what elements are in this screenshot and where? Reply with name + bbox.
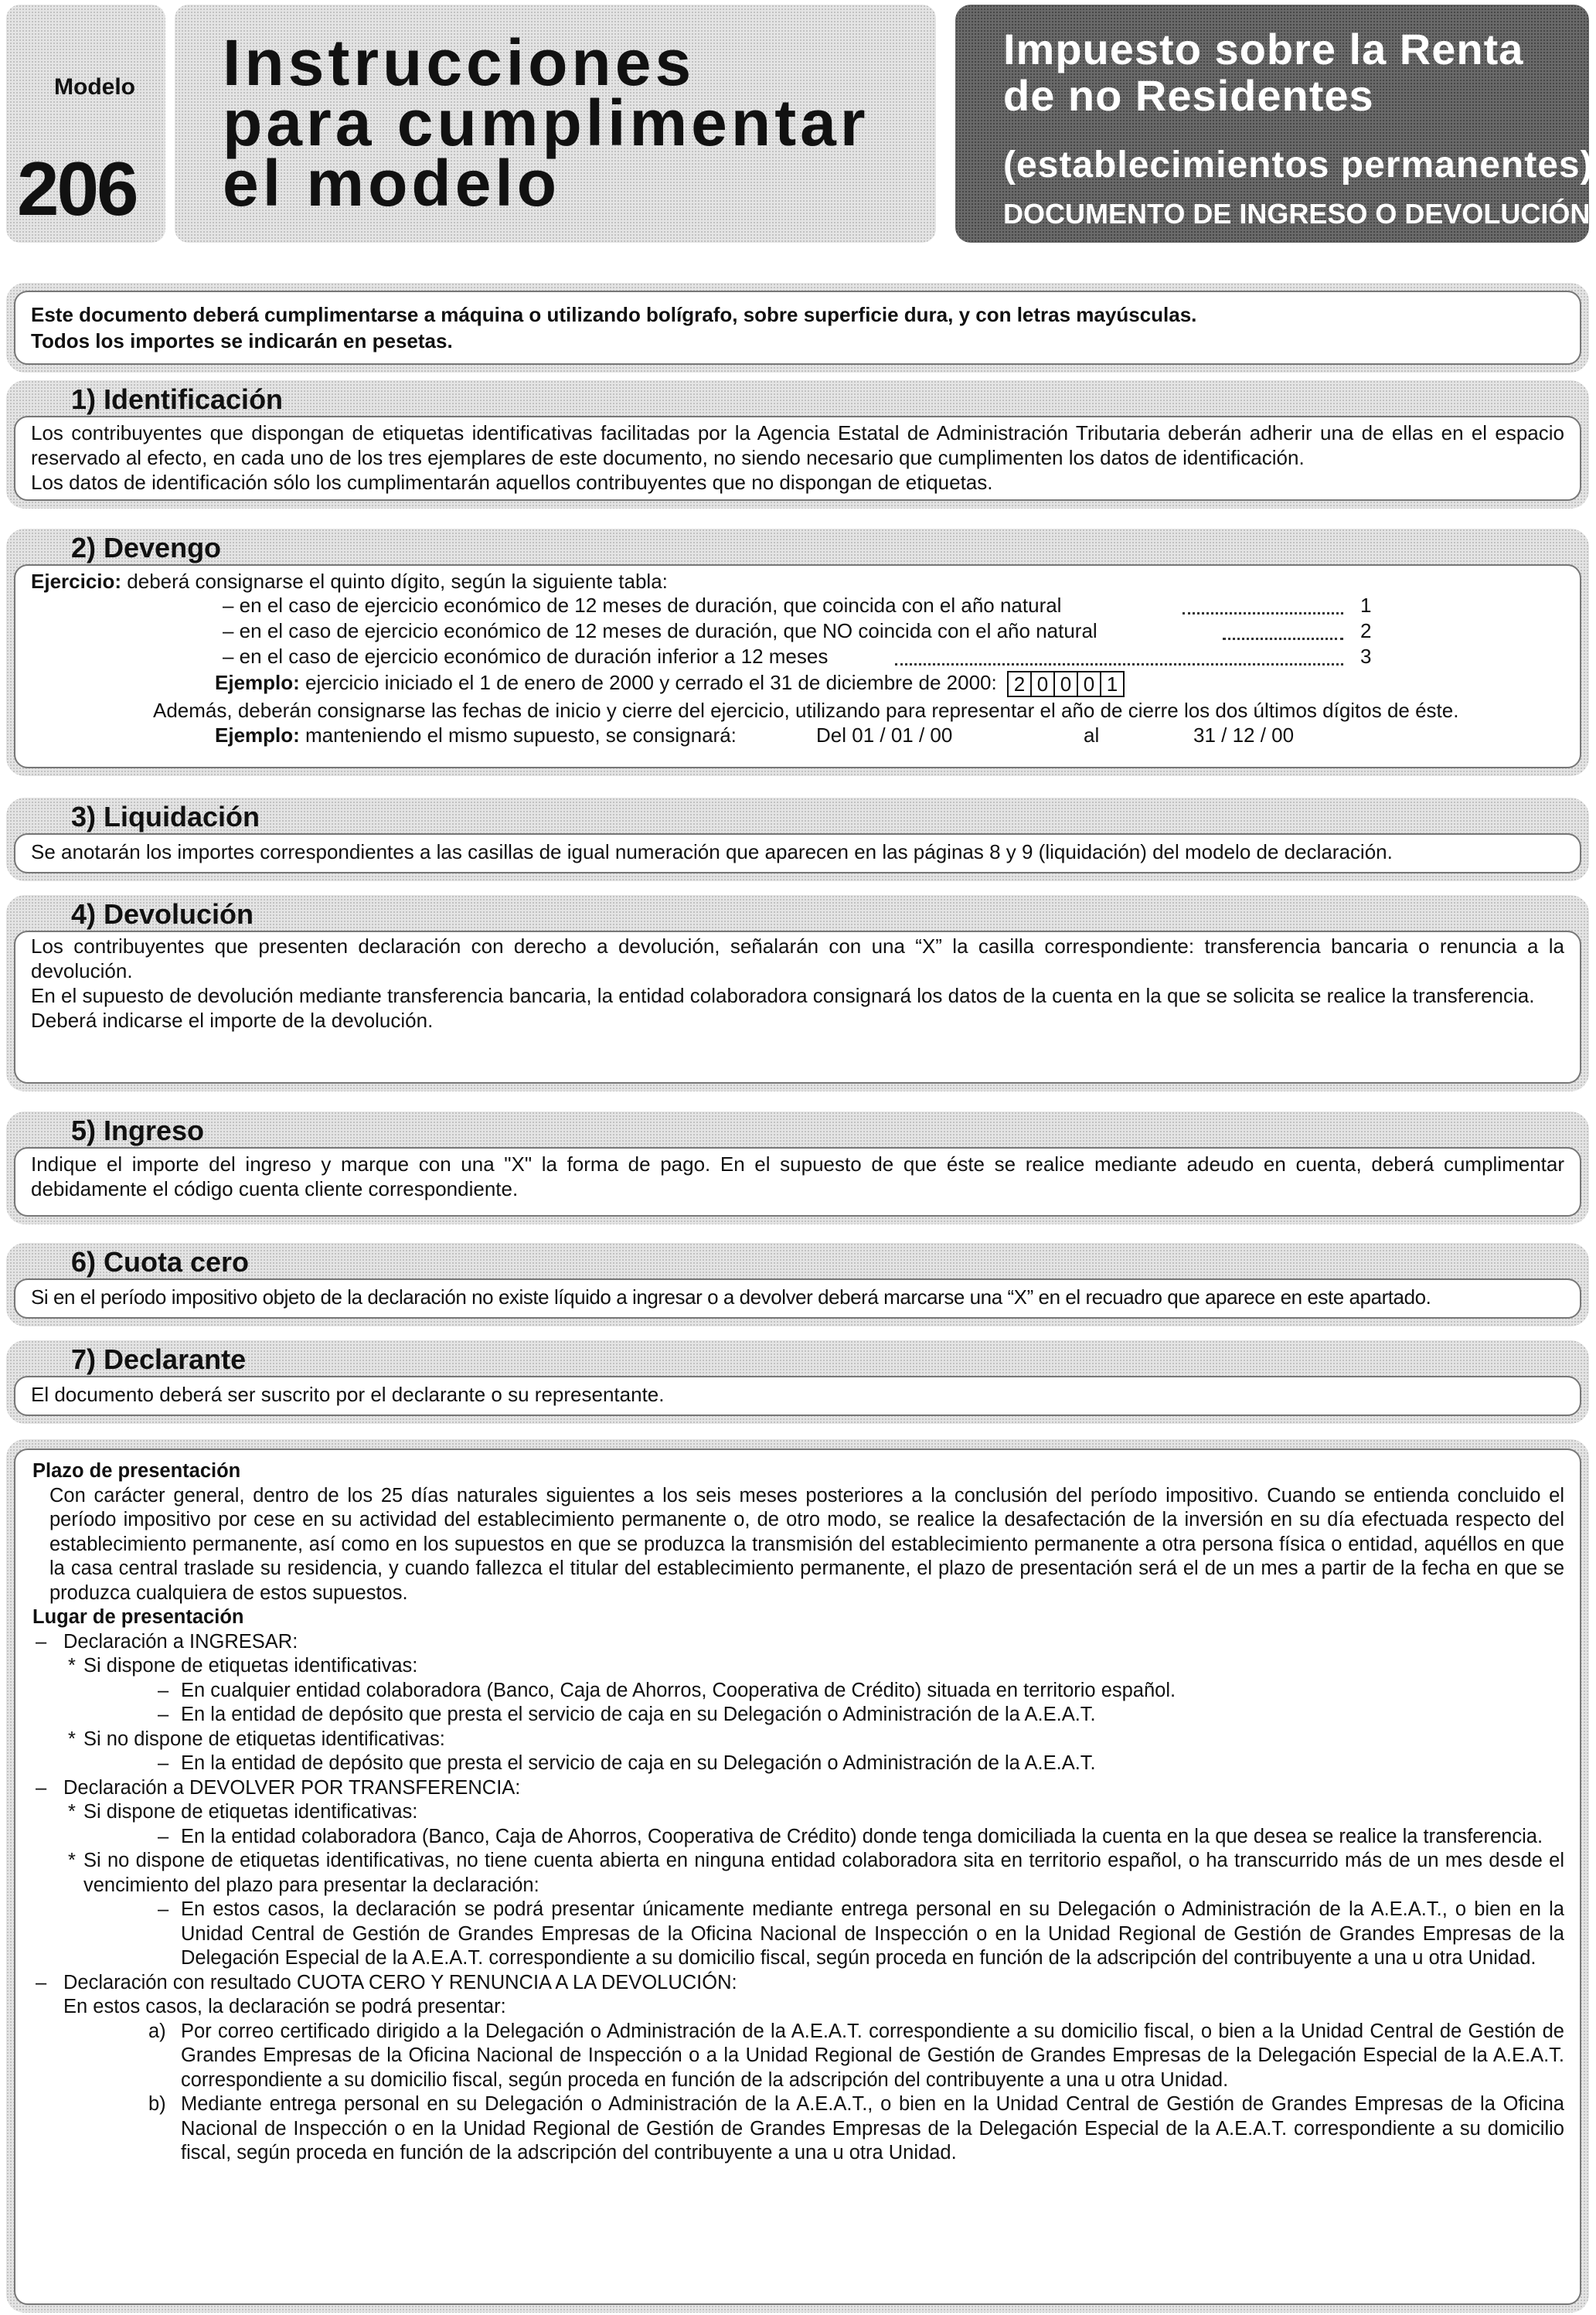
- ingresar-si-2-item: [32, 1703, 1564, 1728]
- section-ingreso: [6, 1112, 1589, 1224]
- dash-marker: –: [36, 1776, 47, 1799]
- cero-b-label: b): [148, 2093, 166, 2115]
- row-leader: [895, 663, 1343, 666]
- section-liquidacion: [6, 798, 1589, 881]
- devengo-box: [14, 564, 1581, 768]
- tax-title-line-2: de no Residentes: [1003, 71, 1374, 120]
- ejercicio-line: [31, 569, 1564, 594]
- ingresar-no: Si no dispone de etiquetas identificativas:: [83, 1728, 445, 1750]
- devolver-si: Si dispone de etiquetas identificativas:: [83, 1801, 418, 1823]
- page-title: [223, 26, 869, 220]
- row-text: – en el caso de ejercicio económico de 12 meses de duración, que NO coincida con el año natural: [223, 619, 1097, 642]
- devolucion-p1: Los contribuyentes que presenten declaración con derecho a devolución, señalarán con una “X” la casilla correspondiente: transferencia bancaria o renuncia a la devolución.: [31, 935, 1564, 982]
- devolver-no-1-item: [32, 1898, 1564, 1971]
- digit: 0: [1077, 672, 1100, 696]
- ingresar-no-1: En la entidad de depósito que presta el servicio de caja en su Delegación o Administración de la A.E.A.T.: [181, 1752, 1096, 1774]
- digit: 0: [1053, 672, 1077, 696]
- tax-subtitle: (establecimientos permanentes): [1003, 145, 1594, 186]
- cero-item: [32, 1971, 1564, 1996]
- cero-intro: En estos casos, la declaración se podrá presentar:: [63, 1996, 506, 2017]
- devolver-title: Declaración a DEVOLVER POR TRANSFERENCIA:: [63, 1776, 521, 1799]
- star-marker: *: [68, 1801, 76, 1823]
- row-leader: [1223, 638, 1343, 640]
- identificacion-p2: Los datos de identificación sólo los cumplimentarán aquellos contribuyentes que no dispongan de etiquetas.: [31, 471, 993, 494]
- dash-marker: –: [36, 1630, 47, 1653]
- ejemplo-2-text: manteniendo el mismo supuesto, se consignará:: [299, 723, 737, 747]
- ejercicio-row-3: [31, 645, 1564, 670]
- cero-title: Declaración con resultado CUOTA CERO Y RENUNCIA A LA DEVOLUCIÓN:: [63, 1971, 737, 1993]
- cero-b-item: [32, 2092, 1564, 2166]
- devolver-si-1: En la entidad colaboradora (Banco, Caja de Ahorros, Cooperativa de Crédito) donde tenga domiciliada la cuenta en la que desea se realice la transferencia.: [181, 1825, 1543, 1847]
- ejercicio-row-2: [31, 619, 1564, 645]
- liquidacion-box: [14, 833, 1581, 873]
- ingresar-si-2: En la entidad de depósito que presta el servicio de caja en su Delegación o Administración de la A.E.A.T.: [181, 1704, 1096, 1725]
- modelo-number: 206: [17, 146, 137, 231]
- section-title-devengo: 2) Devengo: [71, 532, 222, 563]
- section-identificacion: [6, 380, 1589, 509]
- plazo-title: Plazo de presentación: [32, 1460, 241, 1482]
- ejercicio-digit-boxes: [1007, 671, 1125, 697]
- ingresar-item: [32, 1630, 1564, 1655]
- row-value: 3: [1360, 645, 1372, 668]
- ingreso-text: Indique el importe del ingreso y marque con una "X" la forma de pago. En el supuesto de que éste se realice mediante adeudo en cuenta, deberá cumplimentar debidamente el código cuenta cliente correspondiente.: [31, 1152, 1564, 1200]
- ingreso-box: [14, 1147, 1581, 1217]
- ejemplo-1-label: Ejemplo:: [215, 671, 300, 694]
- identificacion-box: [14, 416, 1581, 501]
- devolver-no: Si no dispone de etiquetas identificativas, no tiene cuenta abierta en ninguna entidad colaboradora sita en territorio español, o ha transcurrido más de un mes desde el vencimiento del plazo para presentar la declaración:: [83, 1850, 1564, 1896]
- digit: 0: [1030, 672, 1053, 696]
- ejemplo-2-fin: 31 / 12 / 00: [1193, 723, 1295, 747]
- ingresar-no-item: [32, 1728, 1564, 1752]
- ingresar-no-1-item: [32, 1752, 1564, 1776]
- devolver-si-1-item: [32, 1825, 1564, 1850]
- declarante-box: [14, 1376, 1581, 1416]
- title-line-3: el modelo: [223, 147, 561, 220]
- ingresar-title: Declaración a INGRESAR:: [63, 1630, 298, 1653]
- devolucion-p2: En el supuesto de devolución mediante transferencia bancaria, la entidad colaboradora consignará los datos de la cuenta en la que se solicita se realice la transferencia.: [31, 984, 1535, 1007]
- ingresar-si-1: En cualquier entidad colaboradora (Banco, Caja de Ahorros, Cooperativa de Crédito) situada en territorio español.: [181, 1679, 1176, 1701]
- section-title-ingreso: 5) Ingreso: [71, 1115, 205, 1146]
- tax-title: [1003, 26, 1523, 119]
- ejercicio-row-1: [31, 594, 1564, 619]
- cuota-cero-box: [14, 1278, 1581, 1319]
- document-type: DOCUMENTO DE INGRESO O DEVOLUCIÓN: [1003, 198, 1591, 230]
- identificacion-p1: Los contribuyentes que dispongan de etiquetas identificativas facilitadas por la Agencia Estatal de Administración Tributaria deberán adherir una de ellas en el espacio reservado al efecto, en cada uno de los tres ejemplares de este documento, no siendo necesario que cumplimenten los datos de identificación.: [31, 421, 1564, 469]
- tax-box: [955, 5, 1594, 243]
- section-title-declarante: 7) Declarante: [71, 1343, 247, 1375]
- modelo-label: Modelo: [54, 74, 135, 100]
- row-value: 2: [1360, 619, 1372, 642]
- star-marker: *: [68, 1728, 76, 1750]
- section-cuota-cero: [6, 1243, 1589, 1326]
- modelo-box: [6, 5, 165, 243]
- identificacion-text: [31, 420, 1564, 495]
- devolver-si-item: [32, 1800, 1564, 1825]
- row-leader: [1183, 612, 1343, 614]
- star-marker: *: [68, 1850, 76, 1871]
- declarante-text: El documento deberá ser suscrito por el declarante o su representante.: [31, 1383, 665, 1406]
- presentacion-box: [14, 1449, 1581, 2305]
- section-devolucion: [6, 895, 1589, 1091]
- intro-line-1: Este documento deberá cumplimentarse a máquina o utilizando bolígrafo, sobre superficie dura, y con letras mayúsculas.: [31, 303, 1197, 326]
- devolucion-box: [14, 931, 1581, 1084]
- dash-marker: –: [158, 1825, 169, 1847]
- devolucion-text: [31, 934, 1564, 1033]
- dash-marker: –: [158, 1679, 169, 1701]
- row-text: – en el caso de ejercicio económico de duración inferior a 12 meses: [223, 645, 829, 668]
- ejemplo-2-al: al: [1084, 723, 1100, 747]
- cero-a-item: [32, 2020, 1564, 2093]
- ingresar-si-item: [32, 1654, 1564, 1679]
- cero-a: Por correo certificado dirigido a la Delegación o Administración de la A.E.A.T. correspondiente a su domicilio fiscal, o bien a la Unidad Central de Gestión de Grandes Empresas de la Oficina Nacional de Inspección o a la Unidad Regional de Gestión de Grandes Empresas de la Delegación Especial de la A.E.A.T. correspondiente a su domicilio fiscal, según proceda en función de la adscripción del contribuyente a una u otra Unidad.: [181, 2020, 1564, 2091]
- cero-a-label: a): [148, 2020, 166, 2042]
- intro-line-2: Todos los importes se indicarán en pesetas.: [31, 329, 453, 352]
- cuota-cero-text: Si en el período impositivo objeto de la declaración no existe líquido a ingresar o a devolver deberá marcarse una “X” en el recuadro que aparece en este apartado.: [31, 1285, 1431, 1309]
- star-marker: *: [68, 1655, 76, 1677]
- devolver-no-item: [32, 1849, 1564, 1898]
- ejemplo-1-text: ejercicio iniciado el 1 de enero de 2000 y cerrado el 31 de diciembre de 2000:: [299, 671, 997, 694]
- cero-b: Mediante entrega personal en su Delegación o Administración de la A.E.A.T., o bien en la Unidad Central de Gestión de Grandes Empresas de la Oficina Nacional de Inspección o en la Unidad Regional de Gestión de Grandes Empresas de la Delegación Especial de la A.E.A.T. correspondiente a su domicilio fiscal, según proceda en función de la adscripción del contribuyente a una u otra Unidad.: [181, 2093, 1564, 2164]
- dash-marker: –: [36, 1971, 47, 1993]
- ejemplo-2-del: Del 01 / 01 / 00: [816, 723, 953, 747]
- ejemplo-2: [31, 723, 1564, 747]
- devolucion-p3: Deberá indicarse el importe de la devolución.: [31, 1009, 434, 1032]
- row-value: 1: [1360, 594, 1372, 617]
- devolver-no-1: En estos casos, la declaración se podrá presentar únicamente mediante entrega personal en su Delegación o Administración de la A.E.A.T., o bien en la Unidad Central de Gestión de Grandes Empresas de la Oficina Nacional de Inspección o en la Unidad Regional de Gestión de Grandes Empresas de la Delegación Especial de la A.E.A.T. correspondiente a su domicilio fiscal, según proceda en función de la adscripción del contribuyente a una u otra Unidad.: [181, 1898, 1564, 1969]
- dash-marker: –: [158, 1704, 169, 1725]
- digit: 2: [1013, 672, 1026, 696]
- lugar-title: Lugar de presentación: [32, 1606, 244, 1628]
- ejercicio-text: deberá consignarse el quinto dígito, según la siguiente tabla:: [121, 570, 668, 593]
- digit-fifth: 1: [1100, 672, 1123, 696]
- ejercicio-label: Ejercicio:: [31, 570, 122, 593]
- presentacion-text: [32, 1459, 1564, 2166]
- section-title-cuota-cero: 6) Cuota cero: [71, 1246, 250, 1278]
- ingresar-si: Si dispone de etiquetas identificativas:: [83, 1655, 418, 1677]
- devolver-item: [32, 1776, 1564, 1801]
- dash-marker: –: [158, 1752, 169, 1774]
- row-text: – en el caso de ejercicio económico de 12 meses de duración, que coincida con el año natural: [223, 594, 1062, 617]
- intro-text: [31, 301, 1564, 354]
- ademas-text: Además, deberán consignarse las fechas de inicio y cierre del ejercicio, utilizando para representar el año de cierre los dos últimos dígitos de éste.: [153, 699, 1459, 722]
- intro-frame: [6, 283, 1589, 373]
- section-title-identificacion: 1) Identificación: [71, 383, 284, 415]
- section-declarante: [6, 1340, 1589, 1424]
- dash-marker: –: [158, 1898, 169, 1920]
- ejemplo-1: [31, 670, 1564, 698]
- plazo-text: Con carácter general, dentro de los 25 días naturales siguientes a los seis meses posteriores a la conclusión del período impositivo. Cuando se entienda concluido el período impositivo por cese en su actividad del establecimiento permanente o, de otro modo, se realice la desafectación de la inversión en su día efectuada respecto del establecimiento permanente, así como en los supuestos en que se produzca la transmisión del establecimiento permanente a otra persona física o entidad, aquéllos en que la casa central traslade su residencia, y cuando fallezca el titular del establecimiento permanente, el plazo de presentación será el de un mes a partir de la fecha en que se produzca cualquiera de estos supuestos.: [49, 1484, 1564, 1604]
- tax-title-line-1: Impuesto sobre la Renta: [1003, 25, 1524, 73]
- title-line-1: Instrucciones: [223, 26, 696, 99]
- title-line-2: para cumplimentar: [223, 87, 869, 159]
- liquidacion-text: Se anotarán los importes correspondientes a las casillas de igual numeración que aparecen en las páginas 8 y 9 (liquidación) del modelo de declaración.: [31, 840, 1393, 863]
- ingresar-si-1-item: [32, 1679, 1564, 1704]
- section-devengo: [6, 529, 1589, 776]
- title-box: [175, 5, 936, 243]
- presentacion-frame: [6, 1439, 1589, 2313]
- intro-box: [14, 291, 1581, 365]
- section-title-devolucion: 4) Devolución: [71, 898, 254, 930]
- section-title-liquidacion: 3) Liquidación: [71, 801, 260, 832]
- ejemplo-2-label: Ejemplo:: [215, 723, 300, 747]
